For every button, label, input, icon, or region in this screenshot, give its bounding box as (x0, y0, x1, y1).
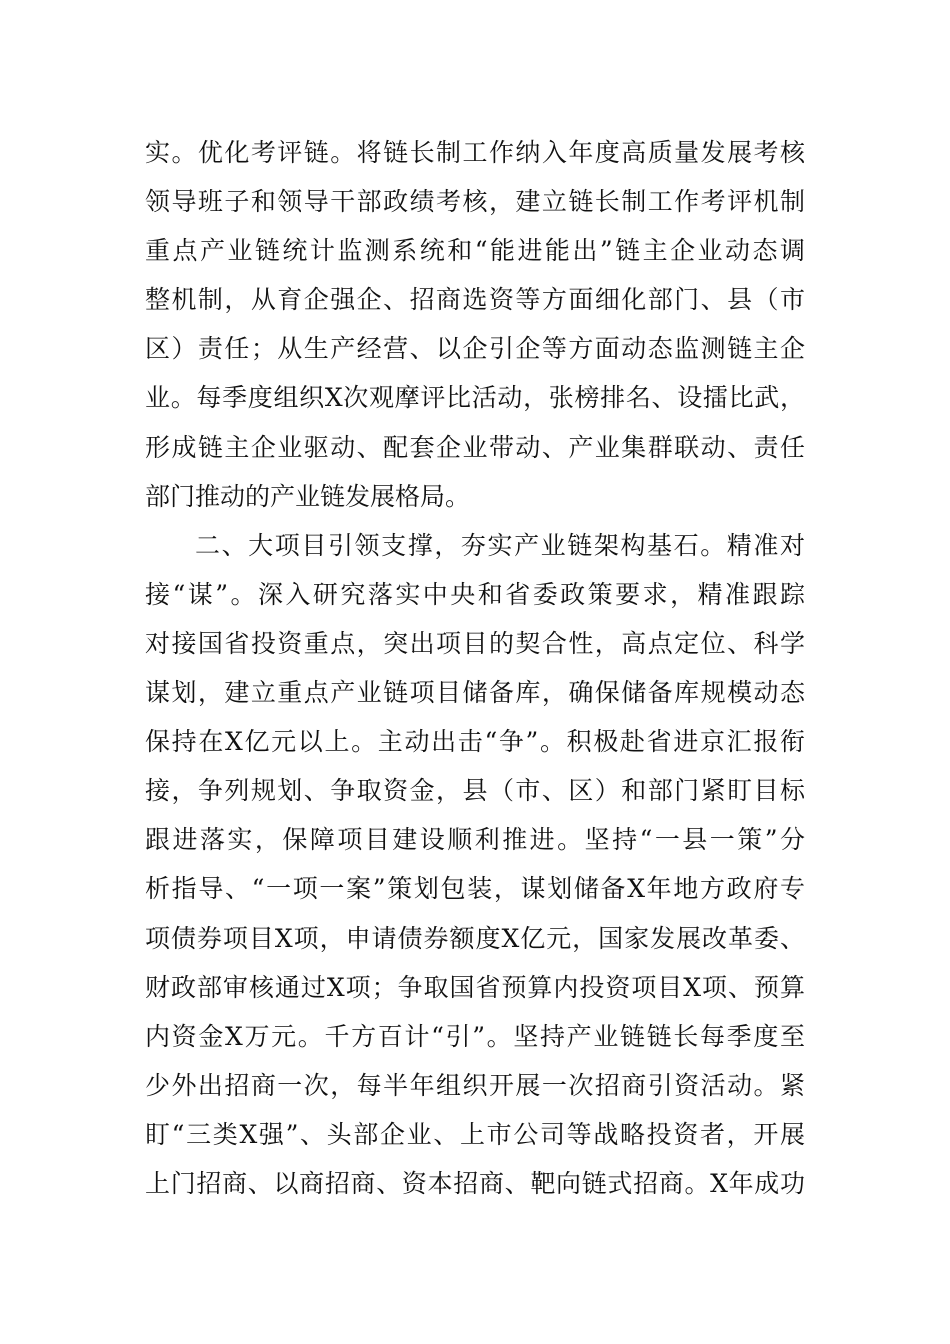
paragraph-2 (145, 521, 805, 1208)
paragraph-line: 盯“三类X强”、头部企业、上市公司等战略投资者，开展 (145, 1119, 805, 1149)
paragraph-line: 接“谋”。深入研究落实中央和省委政策要求，精准跟踪 (145, 579, 805, 609)
paragraph-line: 项债券项目X项，申请债券额度X亿元，国家发展改革委、 (145, 923, 805, 953)
paragraph-line: 接，争列规划、争取资金，县（市、区）和部门紧盯目标 (145, 776, 805, 806)
paragraph-line: 实。优化考评链。将链长制工作纳入年度高质量发展考核 (145, 138, 805, 167)
paragraph-line: 跟进落实，保障项目建设顺利推进。坚持“一县一策”分 (145, 825, 805, 855)
paragraph-line: 谋划，建立重点产业链项目储备库，确保储备库规模动态 (145, 678, 805, 708)
paragraph-line: 上门招商、以商招商、资本招商、靶向链式招商。X年成功 (145, 1168, 805, 1198)
paragraph-line: 析指导、“一项一案”策划包装，谋划储备X年地方政府专 (145, 874, 805, 904)
paragraph-line: 少外出招商一次，每半年组织开展一次招商引资活动。紧 (145, 1070, 805, 1100)
paragraph-line: 区）责任；从生产经营、以企引企等方面动态监测链主企 (145, 334, 805, 364)
paragraph-line: 财政部审核通过X项；争取国省预算内投资项目X项、预算 (145, 972, 805, 1002)
paragraph-line: 对接国省投资重点，突出项目的契合性，高点定位、科学 (145, 628, 805, 658)
paragraph-line: 部门推动的产业链发展格局。 (145, 481, 471, 511)
paragraph-1 (145, 128, 805, 521)
paragraph-line: 重点产业链统计监测系统和“能进能出”链主企业动态调 (145, 236, 805, 266)
paragraph-line: 形成链主企业驱动、配套企业带动、产业集群联动、责任 (145, 432, 805, 462)
paragraph-line: 保持在X亿元以上。主动出击“争”。积极赴省进京汇报衔 (145, 727, 805, 757)
body-text (145, 128, 805, 1208)
paragraph-line: 内资金X万元。千方百计“引”。坚持产业链链长每季度至 (145, 1021, 805, 1051)
paragraph-line: 领导班子和领导干部政绩考核，建立链长制工作考评机制 (145, 187, 805, 217)
paragraph-line: 二、大项目引领支撑，夯实产业链架构基石。精准对 (195, 530, 805, 560)
paragraph-line: 整机制，从育企强企、招商选资等方面细化部门、县（市 (145, 285, 805, 315)
paragraph-line: 业。每季度组织X次观摩评比活动，张榜排名、设擂比武， (145, 383, 805, 413)
